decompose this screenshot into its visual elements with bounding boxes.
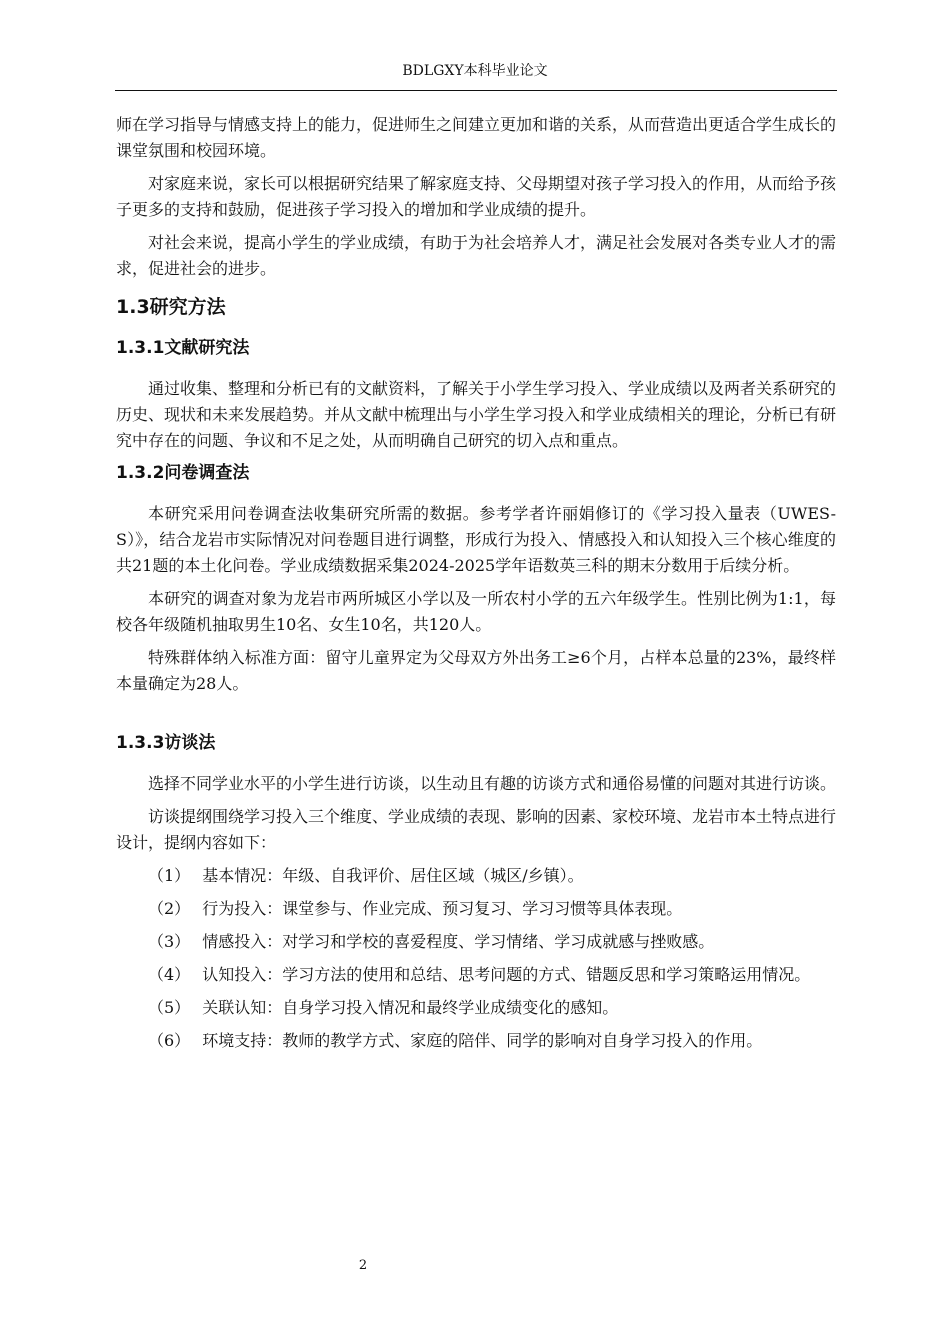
paragraph: 对社会来说，提高小学生的学业成绩，有助于为社会培养人才，满足社会发展对各类专业人才的需求，促进社会的进步。 xyxy=(116,233,837,278)
list-item xyxy=(116,995,836,1021)
paragraph: 本研究的调查对象为龙岩市两所城区小学以及一所农村小学的五六年级学生。性别比例为1:1，每校各年级随机抽取男生10名、女生10名，共120人。 xyxy=(116,589,836,634)
subsection-heading: 1.3.1文献研究法 xyxy=(116,338,250,358)
interview-outline-list xyxy=(116,863,836,1054)
paragraph: 对家庭来说，家长可以根据研究结果了解家庭支持、父母期望对孩子学习投入的作用，从而给予孩子更多的支持和鼓励，促进孩子学习投入的增加和学业成绩的提升。 xyxy=(116,174,837,219)
list-item-number: （2） xyxy=(148,899,191,918)
list-item-number: （6） xyxy=(148,1031,191,1050)
list-item-text: 情感投入：对学习和学校的喜爱程度、学习情绪、学习成就感与挫败感。 xyxy=(202,932,715,951)
list-item xyxy=(116,962,836,988)
list-item-number: （3） xyxy=(148,932,191,951)
section-heading: 1.3研究方法 xyxy=(116,296,226,318)
paragraph: 师在学习指导与情感支持上的能力，促进师生之间建立更加和谐的关系，从而营造出更适合学生成长的课堂氛围和校园环境。 xyxy=(116,115,837,160)
list-item-number: （5） xyxy=(148,998,191,1017)
list-item-text: 环境支持：教师的教学方式、家庭的陪伴、同学的影响对自身学习投入的作用。 xyxy=(202,1031,763,1050)
paragraph: 选择不同学业水平的小学生进行访谈，以生动且有趣的访谈方式和通俗易懂的问题对其进行访谈。 xyxy=(148,774,837,793)
page-body xyxy=(116,112,836,1061)
subsection-heading: 1.3.3访谈法 xyxy=(116,733,216,753)
list-item-number: （4） xyxy=(148,965,191,984)
list-item xyxy=(116,863,836,889)
paragraph: 通过收集、整理和分析已有的文献资料，了解关于小学生学习投入、学业成绩以及两者关系研究的历史、现状和未来发展趋势。并从文献中梳理出与小学生学习投入和学业成绩相关的理论，分析已有研究中存在的问题、争议和不足之处，从而明确自己研究的切入点和重点。 xyxy=(116,379,837,450)
list-item-text: 关联认知：自身学习投入情况和最终学业成绩变化的感知。 xyxy=(202,998,619,1017)
list-item-number: （1） xyxy=(148,866,191,885)
paragraph: 本研究采用问卷调查法收集研究所需的数据。参考学者许丽娟修订的《学习投入量表（UWES-S）》，结合龙岩市实际情况对问卷题目进行调整，形成行为投入、情感投入和认知投入三个核心维度的共21题的本土化问卷。学业成绩数据采集2024-2025学年语数英三科的期末分数用于后续分析。 xyxy=(116,504,836,575)
subsection-heading: 1.3.2问卷调查法 xyxy=(116,463,250,483)
header-divider xyxy=(115,90,837,91)
running-header: BDLGXY本科毕业论文 xyxy=(402,63,548,79)
list-item xyxy=(116,896,836,922)
page-number: 2 xyxy=(358,1258,368,1273)
paragraph: 访谈提纲围绕学习投入三个维度、学业成绩的表现、影响的因素、家校环境、龙岩市本土特点进行设计，提纲内容如下： xyxy=(116,807,837,852)
list-item-text: 基本情况：年级、自我评价、居住区域（城区/乡镇）。 xyxy=(202,866,584,885)
list-item xyxy=(116,929,836,955)
list-item xyxy=(116,1028,836,1054)
paragraph: 特殊群体纳入标准方面：留守儿童界定为父母双方外出务工≥6个月，占样本总量的23%，最终样本量确定为28人。 xyxy=(116,648,836,693)
list-item-text: 行为投入：课堂参与、作业完成、预习复习、学习习惯等具体表现。 xyxy=(202,899,683,918)
list-item-text: 认知投入：学习方法的使用和总结、思考问题的方式、错题反思和学习策略运用情况。 xyxy=(202,965,811,984)
